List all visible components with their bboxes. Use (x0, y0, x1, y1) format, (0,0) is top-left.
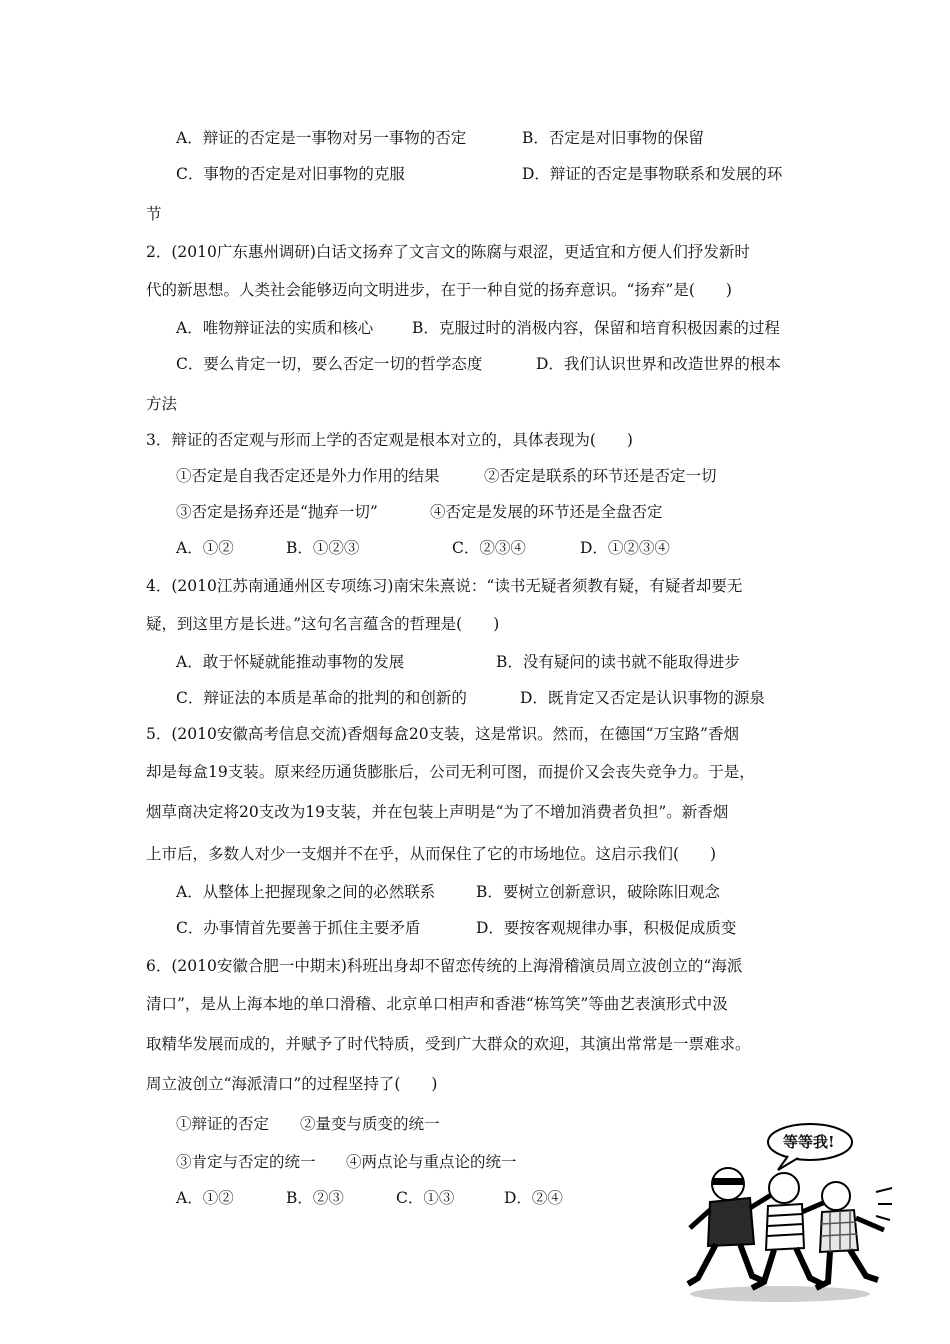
q1-option-d: D．辩证的否定是事物联系和发展的环 (522, 165, 783, 183)
q2-option-c: C．要么肯定一切，要么否定一切的哲学态度 (176, 355, 483, 373)
q6-stem-line-2: 清口”，是从上海本地的单口滑稽、北京单口相声和香港“栋笃笑”等曲艺表演形式中汲 (146, 995, 728, 1013)
q6-stem-line-4: 周立波创立“海派清口”的过程坚持了( ) (146, 1075, 438, 1093)
q6-item-1: ①辩证的否定 (176, 1115, 270, 1133)
q5-stem-line-2: 却是每盒19支装。原来经历通货膨胀后，公司无利可图，而提价又会丧失竞争力。于是， (146, 763, 755, 781)
q2-option-b: B．克服过时的消极内容，保留和培育积极因素的过程 (412, 319, 780, 337)
runner-back-figure (816, 1182, 884, 1288)
q6-option-b: B．②③ (286, 1189, 344, 1207)
q3-option-b: B．①②③ (286, 539, 360, 557)
q2-stem-line-2: 代的新思想。人类社会能够迈向文明进步，在于一种自觉的扬弃意识。“扬弃”是( ) (146, 281, 732, 299)
q6-item-2: ②量变与质变的统一 (300, 1115, 440, 1133)
q1-option-b: B．否定是对旧事物的保留 (522, 129, 704, 147)
q3-item-4: ④否定是发展的环节还是全盘否定 (430, 503, 663, 521)
q5-option-b: B．要树立创新意识，破除陈旧观念 (476, 883, 720, 901)
q2-option-d-continued: 方法 (146, 395, 178, 413)
q2-stem-line-1: 2．(2010广东惠州调研)白话文扬弃了文言文的陈腐与艰涩，更适宜和方便人们抒发新时 (146, 243, 750, 261)
q3-option-a: A．①② (176, 539, 234, 557)
q5-option-d: D．要按客观规律办事，积极促成质变 (476, 919, 737, 937)
speech-bubble-text: 等等我! (783, 1133, 835, 1151)
q6-stem-line-1: 6．(2010安徽合肥一中期末)科班出身却不留恋传统的上海滑稽演员周立波创立的“海派 (146, 957, 743, 975)
q5-option-c: C．办事情首先要善于抓住主要矛盾 (176, 919, 421, 937)
q6-stem-line-3: 取精华发展而成的，并赋予了时代特质，受到广大群众的欢迎，其演出常常是一票难求。 (146, 1035, 751, 1053)
q3-item-2: ②否定是联系的环节还是否定一切 (484, 467, 717, 485)
q2-option-a: A．唯物辩证法的实质和核心 (176, 319, 374, 337)
q3-item-1: ①否定是自我否定还是外力作用的结果 (176, 467, 440, 485)
runner-middle-figure (752, 1173, 830, 1288)
q5-option-a: A．从整体上把握现象之间的必然联系 (176, 883, 436, 901)
q1-option-c: C．事物的否定是对旧事物的克服 (176, 165, 405, 183)
q3-option-d: D．①②③④ (580, 539, 670, 557)
q4-stem-line-1: 4．(2010江苏南通通州区专项练习)南宋朱熹说：“读书无疑者须教有疑，有疑者却要无 (146, 577, 743, 595)
q6-option-a: A．①② (176, 1189, 234, 1207)
q6-option-c: C．①③ (396, 1189, 455, 1207)
q6-option-d: D．②④ (504, 1189, 563, 1207)
q2-option-d: D．我们认识世界和改造世界的根本 (536, 355, 781, 373)
q4-option-a: A．敢于怀疑就能推动事物的发展 (176, 653, 405, 671)
q5-stem-line-1: 5．(2010安徽高考信息交流)香烟每盒20支装，这是常识。然而，在德国“万宝路”香烟 (146, 725, 739, 743)
runner-front-figure (688, 1168, 776, 1284)
q3-item-3: ③否定是扬弃还是“抛弃一切” (176, 503, 378, 521)
q1-option-d-continued: 节 (146, 205, 162, 223)
q4-option-c: C．辩证法的本质是革命的批判的和创新的 (176, 689, 467, 707)
q4-option-b: B．没有疑问的读书就不能取得进步 (496, 653, 740, 671)
q6-item-4: ④两点论与重点论的统一 (346, 1153, 517, 1171)
q5-stem-line-3: 烟草商决定将20支改为19支装，并在包装上声明是“为了不增加消费者负担”。新香烟 (146, 803, 729, 821)
q3-stem: 3．辩证的否定观与形而上学的否定观是根本对立的，具体表现为( ) (146, 431, 633, 449)
q1-option-a: A．辩证的否定是一事物对另一事物的否定 (176, 129, 467, 147)
q4-stem-line-2: 疑，到这里方是长进。”这句名言蕴含的哲理是( ) (146, 615, 500, 633)
q3-option-c: C．②③④ (452, 539, 526, 557)
q4-option-d: D．既肯定又否定是认识事物的源泉 (520, 689, 765, 707)
q6-item-3: ③肯定与否定的统一 (176, 1153, 316, 1171)
q5-stem-line-4: 上市后，多数人对少一支烟并不在乎，从而保住了它的市场地位。这启示我们( ) (146, 845, 717, 863)
